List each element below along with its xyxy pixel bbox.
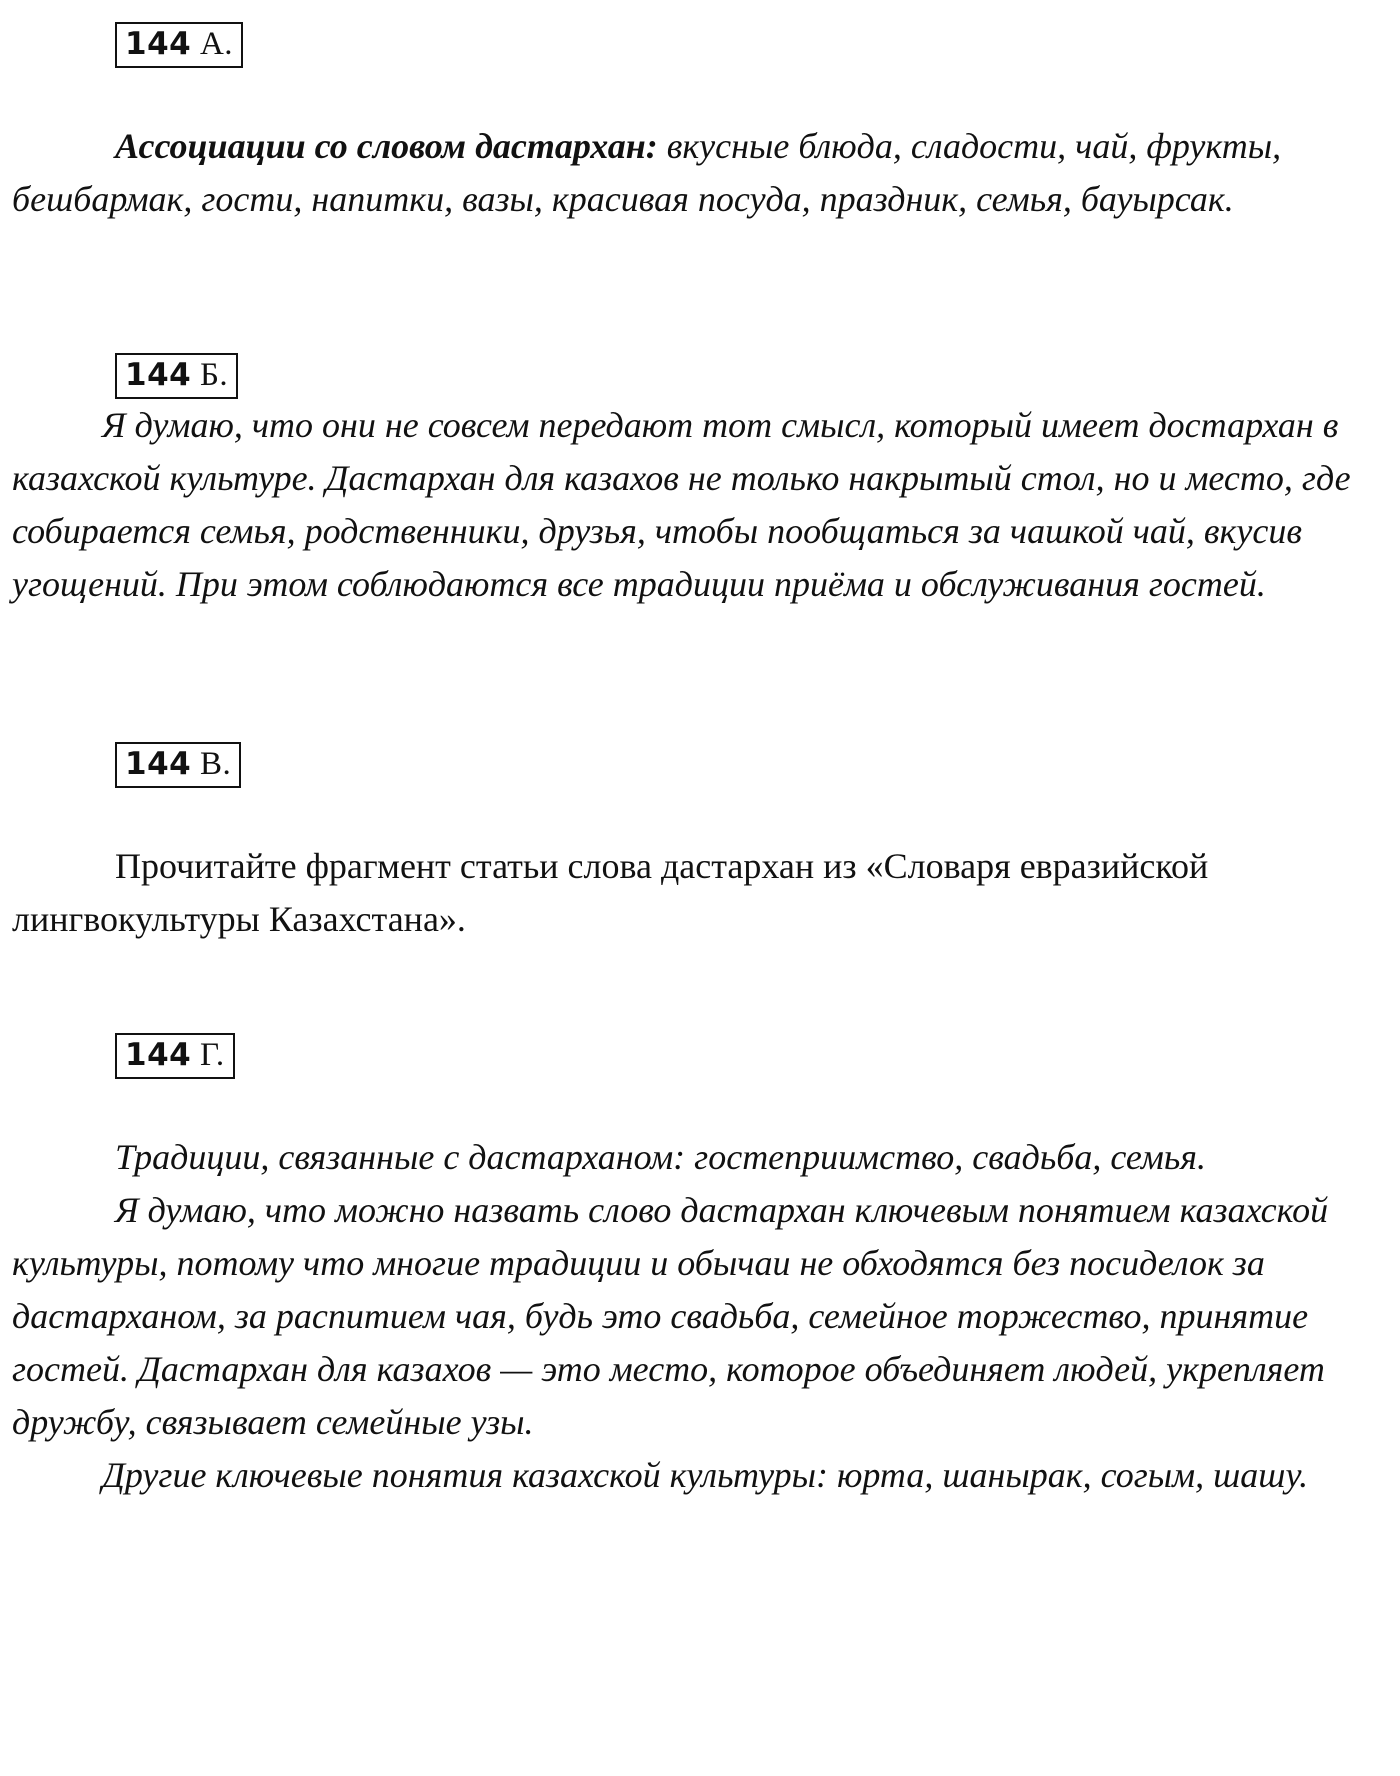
task-label-144c — [115, 742, 241, 788]
associations-paragraph — [12, 120, 1382, 226]
answer-paragraph-144b: Я думаю, что они не совсем передают тот смысл, который имеет достархан в казахской культуре. Дастархан для казахов не только накрытый стол, но и место, где собирается семья, родственники, друзья, чтобы пообщаться за чашкой чай, вкусив угощений. При этом соблюдаются все традиции приёма и обслуживания гостей. — [12, 405, 1351, 604]
task-letter: Б. — [199, 357, 229, 393]
associations-lead: Ассоциации со словом дастархан: — [115, 126, 658, 166]
key-concept-paragraph: Я думаю, что можно назвать слово дастархан ключевым понятием казахской культуры, потому что многие традиции и обычаи не обходятся без посиделок за дастарханом, за распитием чая, будь это свадьба, семейное торжество, принятие гостей. Дастархан для казахов — это место, которое объединяет людей, укрепляет дружбу, связывает семейные узы. — [12, 1190, 1329, 1442]
task-section-144a — [12, 22, 1382, 226]
task-number: 144 — [125, 746, 192, 782]
task-number: 144 — [125, 357, 192, 393]
task-letter: А. — [199, 26, 234, 62]
instruction-paragraph-144c: Прочитайте фрагмент статьи слова дастархан из «Словаря евразийской лингвокультуры Казахстана». — [12, 846, 1209, 939]
task-number: 144 — [125, 26, 192, 62]
task-letter: В. — [199, 746, 232, 782]
traditions-paragraph: Традиции, связанные с дастарханом: гостеприимство, свадьба, семья. — [115, 1137, 1207, 1177]
other-concepts-paragraph: Другие ключевые понятия казахской культуры: юрта, шанырак, согым, шашу. — [102, 1455, 1309, 1495]
task-letter: Г. — [199, 1037, 225, 1073]
task-section-144b — [12, 353, 1382, 611]
task-label-144d — [115, 1033, 235, 1079]
task-label-144b — [115, 353, 238, 399]
task-label-144a — [115, 22, 243, 68]
task-section-144c — [12, 742, 1382, 946]
associations-text: вкусные блюда, сладости, чай, фрукты, бешбармак, гости, напитки, вазы, красивая посуда, праздник, семья, бауырсак. — [12, 126, 1282, 219]
task-number: 144 — [125, 1037, 192, 1073]
task-section-144d — [12, 1033, 1382, 1502]
